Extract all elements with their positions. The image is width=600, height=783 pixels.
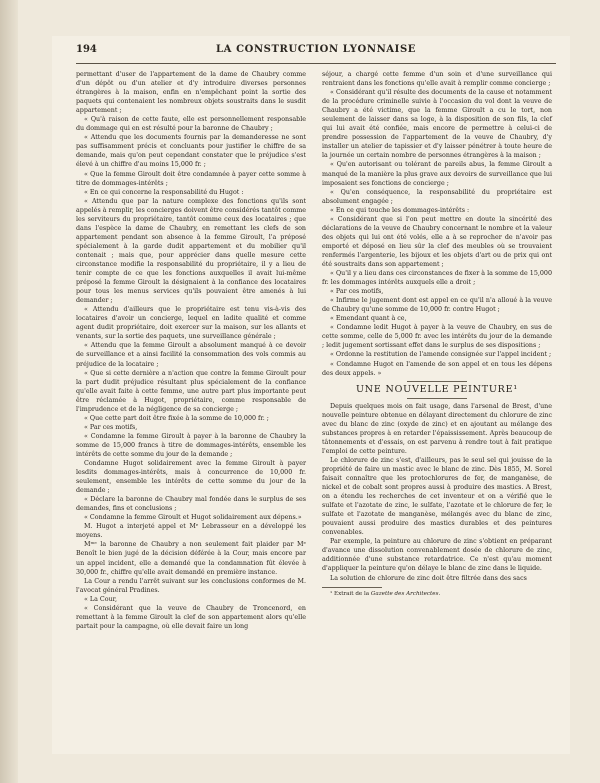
footnote-source: Gazette des Architectes	[370, 590, 439, 597]
paragraph: « Infirme le jugement dont est appel en ce qu'il n'a alloué à la veuve de Chaubry qu'une somme de 10,000 fr. contre Hugot ;	[322, 297, 552, 314]
binding-gutter	[0, 0, 18, 783]
paragraph: Par exemple, la peinture au chlorure de zinc s'obtient en préparant d'avance une dissolution convenablement dosée de chlorure de zinc, additionnée d'une substance retardatrice. Ce n'est qu'au moment d'appliquer la peinture qu'on délaye le blanc de zinc dans le liquide.	[322, 538, 552, 573]
paragraph: « Considérant que la veuve de Chaubry de Troncenord, en remettant à la femme Giroult la clef de son appartement alors qu'elle partait pour la campagne, où elle devait faire un long	[76, 604, 306, 630]
paragraph: « La Cour,	[84, 595, 118, 603]
footnote-prefix: ¹ Extrait de la	[330, 590, 371, 597]
paragraph: « Qu'en autorisant ou tolérant de pareils abus, la femme Giroult a manqué de la manière la plus grave aux devoirs de surveillance que lui imposaient ses fonctions de concierge ;	[322, 161, 552, 187]
paragraph: « Attendu que les documents fournis par la demanderesse ne sont pas suffisamment précis et concluants pour justifier le chiffre de sa demande, mais qu'on peut cependant constater que le préjudice s'est élevé à un chiffre d'au moins 15,000 fr. ;	[76, 134, 306, 169]
paragraph: « Qu'à raison de cette faute, elle est personnellement responsable du dommage qui en est résulté pour la baronne de Chaubry ;	[76, 116, 306, 133]
paragraph: « Emendant quant à ce,	[330, 315, 407, 323]
section-rule-bottom	[407, 398, 467, 399]
paragraph: « Condamne la femme Giroult à payer à la baronne de Chaubry la somme de 15,000 francs à titre de dommages-intérêts, ensemble les intérêts de cette somme du jour de la demande ;	[76, 432, 306, 458]
paragraph: « Attendu que la femme Giroult a absolument manqué à ce devoir de surveillance et a ainsi facilité la consommation des vols commis au préjudice de la locataire ;	[76, 342, 306, 368]
paragraph: permettant d'user de l'appartement de la dame de Chaubry comme d'un dépôt ou d'un atelier et d'y introduire diverses personnes étrangères à la maison, enfin en n'empêchant point la sortie des paquets qui contenaient les nombreux objets soustraits dans le susdit appartement ;	[76, 71, 306, 115]
paragraph: « Que la femme Giroult doit être condamnée à payer cette somme à titre de dommages-intérêts ;	[76, 170, 306, 187]
footnote	[322, 590, 552, 598]
paragraph: « Déclare la baronne de Chaubry mal fondée dans le surplus de ses demandes, fins et conclusions ;	[76, 496, 306, 513]
left-column	[76, 70, 306, 631]
paragraph: « Attendu d'ailleurs que le propriétaire est tenu vis-à-vis des locataires d'avoir un concierge, lequel en ladite qualité et comme agent dudit propriétaire, doit exercer sur la maison, sur les allants et venants, sur la sortie des paquets, une surveillance générale ;	[76, 306, 306, 341]
paragraph: « Condamne la femme Giroult et Hugot solidairement aux dépens.»	[84, 514, 302, 522]
paragraph: Depuis quelques mois on fait usage, dans l'arsenal de Brest, d'une nouvelle peinture obtenue en délayant directement du chlorure de zinc avec du blanc de zinc (oxyde de zinc) et en ajoutant au mélange des substances propres à en retarder l'épaississement. Après beaucoup de tâtonnements et d'essais, on est parvenu à rendre tout à fait pratique l'emploi de cette peinture.	[322, 402, 552, 455]
paragraph: « Que si cette dernière a n'action que contre la femme Giroult pour la part dudit préjudice résultant plus spécialement de la confiance qu'elle avait faite à cette femme, une autre part plus importante peut être réclamée à Hugot, propriétaire, comme responsable de l'imprudence et de la négligence de sa concierge ;	[76, 369, 306, 413]
paragraph: « Ordonne la restitution de l'amende consignée sur l'appel incident ;	[330, 351, 552, 359]
right-column	[322, 70, 552, 598]
paragraph: « Considérant qu'il résulte des documents de la cause et notamment de la procédure criminelle suivie à l'occasion du vol dont la veuve de Chaubry a été victime, que la femme Giroult a cu le tort, non seulement de laisser dans sa loge, à la disposition de son fils, la clef qui lui avait été confiée, mais encore de permettre à celui-ci de prendre possession de l'appartement de la veuve de Chaubry, d'y installer un atelier de tapissier et d'y laisser pénétrer à toute heure de la journée un certain nombre de personnes étrangères à la maison ;	[322, 89, 552, 160]
paragraph: « Que cette part doit être fixée à la somme de 10,000 fr. ;	[84, 414, 269, 422]
running-header	[76, 44, 556, 60]
paragraph: La Cour a rendu l'arrêt suivant sur les conclusions conformes de M. l'avocat général Pradines.	[76, 577, 306, 594]
paragraph: « Par ces motifs,	[330, 288, 384, 296]
footnote-suffix: .	[438, 590, 441, 597]
journal-title: LA CONSTRUCTION LYONNAISE	[216, 44, 416, 55]
paragraph: « En ce qui concerne la responsabilité du Hugot :	[84, 188, 244, 196]
paragraph: La solution de chlorure de zinc doit être filtrée dans des sacs	[330, 574, 527, 582]
paragraph: « Condamne Hugot en l'amende de son appel et en tous les dépens des deux appels. »	[322, 360, 552, 377]
paragraph: « Condamne ledit Hugot à payer à la veuve de Chaubry, en sus de cette somme, celle de 5,000 fr. avec les intérêts du jour de la demande ; ledit jugement sortissant effet dans le surplus de ses dispositions ;	[322, 324, 552, 350]
paragraph: « Attendu que par la nature complexe des fonctions qu'ils sont appelés à remplir, les concierges doivent être considérés tantôt comme les serviteurs du propriétaire, tantôt comme ceux des locataires ; que dans l'espèce la dame de Chaubry, en remettant les clefs de son appartement pendant son absence à la femme Giroult, l'a préposé spécialement à la garde dudit appartement et du mobilier qu'il contenait ; mais que, pour apprécier dans quelle mesure cette circonstance modifie la responsabilité du propriétaire, il y a lieu de tenir compte de ce que les fonctions auxquelles il avait lui-même préposé la femme Giroult la désignaient à la confiance des locataires pour tous les menus services qu'ils pouvaient être amenés à lui demander ;	[76, 197, 306, 305]
paragraph: Le chlorure de zinc s'est, d'ailleurs, pas le seul sel qui jouisse de la propriété de faire un mastic avec le blanc de zinc. Dès 1855, M. Sorel faisait connaître que les protochlorures de fer, de manganèse, de nickel et de cobalt sont propres aussi à produire des mastics. A Brest, on a étendu les recherches de cet inventeur et on a vérifié que le sulfate et l'azotate de zinc, le sulfate, l'azotate et le chlorure de fer, le sulfate et l'azotate de manganèse, mélangés avec du blanc de zinc, pouvaient aussi produire des mastics durables et des peintures convenables.	[322, 456, 552, 537]
paragraph: Mᵐᵉ la baronne de Chaubry a non seulement fait plaider par Mᵉ Benoît le bien jugé de la décision déférée à la Cour, mais encore par un appel incident, elle a demandé que la condamnation fût élevée à 30,000 fr., chiffre qu'elle avait demandé en première instance.	[76, 541, 306, 576]
footnote-rule	[322, 587, 382, 588]
header-rule	[76, 63, 556, 64]
section-heading: UNE NOUVELLE PEINTURE¹	[356, 383, 518, 395]
page-number: 194	[76, 44, 97, 55]
paragraph: « Par ces motifs,	[84, 423, 138, 431]
paragraph: Condamne Hugot solidairement avec la femme Giroult à payer lesdits dommages-intérêts, mais à concurrence de 10,000 fr. seulement, ensemble les intérêts de cette somme du jour de la demande ;	[76, 460, 306, 495]
paragraph: séjour, a chargé cette femme d'un soin et d'une surveillance qui rentraient dans les fonctions qu'elle avait à remplir comme concierge ;	[322, 71, 552, 88]
paragraph: « Qu'en conséquence, la responsabilité du propriétaire est absolument engagée ;	[322, 188, 552, 205]
section-rule-top	[407, 381, 467, 382]
paragraph: M. Hugot a interjeté appel et Mᵉ Lebrasseur en a développé les moyens.	[76, 523, 306, 540]
paragraph: « Qu'il y a lieu dans ces circonstances de fixer à la somme de 15,000 fr. les dommages intérêts auxquels elle a droit ;	[322, 270, 552, 287]
paragraph: « En ce qui touche les dommages-intérêts :	[330, 206, 470, 214]
paragraph: « Considérant que si l'on peut mettre en doute la sincérité des déclarations de la veuve de Chaubry concernant le nombre et la valeur des objets qui lui ont été volés, elle a à se reprocher de n'avoir pas emporté et déposé en lieu sûr la clef des meubles où se trouvaient renfermés l'argenterie, les bijoux et les objets d'art ou de prix qui ont été soustraits dans son appartement ;	[322, 215, 552, 268]
